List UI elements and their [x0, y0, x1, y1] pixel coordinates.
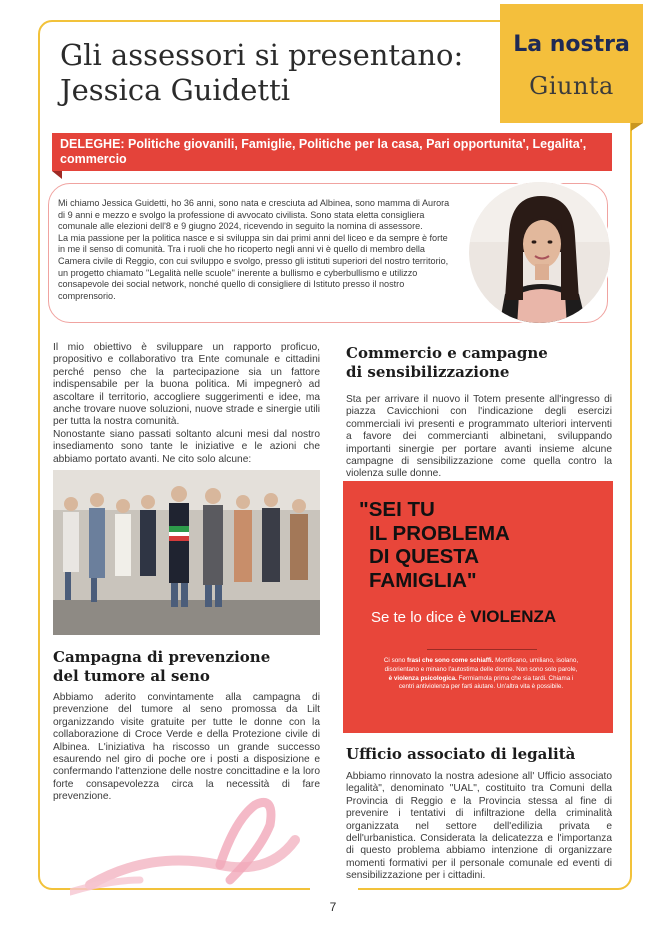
group-photo-illustration — [53, 470, 320, 635]
intro-paragraph-2: Nonostante siano passati soltanto alcuni mesi dal nostro insediamento sono tante le iniziative e le azioni che abbiamo portato avanti. Ne cito solo alcune: — [53, 428, 320, 465]
portrait-illustration — [469, 182, 612, 325]
campaign-small-pre: Ci sono — [383, 657, 406, 664]
campaign-quote-line1: "SEI TU — [359, 498, 435, 521]
campaign-small-text — [383, 657, 579, 692]
bio-paragraph-1: Mi chiamo Jessica Guidetti, ho 36 anni, sono nata e cresciuta ad Albinea, sono mamma di Aurora di 9 anni e mezzo e svolgo la professione di avvocato civilista. Sono stata eletta consigliera comunale alle elezioni dell'8 e 9 giugno 2024, ricevendo in seguito la nomina di assessore. — [58, 198, 450, 232]
campaign-quote-line4: FAMIGLIA" — [369, 568, 477, 592]
campaign-subtitle — [371, 607, 556, 627]
ufficio-text: Abbiamo rinnovato la nostra adesione all' Ufficio associato legalità", denominato "UAL", costituito tra Comuni della Provincia di Reggio e la Provincia stessa al fine di prevenire i tentativi di infiltrazione della criminalità organizzata nel settore dell'edilizia privata e dell'urbanistica. Considerata la delicatezza e l'importanza di questo problema abbiamo intenzione di organizzare momenti formativi per il personale comunale ed eventi di sensibilizzazione per i cittadini. — [346, 771, 612, 882]
campaign-subtitle-prefix: Se te lo dice è — [371, 609, 467, 626]
campaign-poster — [343, 481, 613, 733]
bio-paragraph-2: La mia passione per la politica nasce e si sviluppa sin dai primi anni del liceo e da sempre è forte in me il senso di comunità. Tra i ruoli che ho ricoperto negli anni vi è quello di membro della Camera civile di Reggio, con cui sviluppo e svolgo, presso gli istituti superiori del nostro territorio, un progetto chiamato "Legalità nelle scuole" inerente a bullismo e cyberbullismo e utilizzo consapevole dei social network, nonché quello di consigliere di Istituto presso il nostro comprensorio. — [58, 232, 449, 301]
tumore-heading — [53, 648, 320, 686]
commercio-heading-line1: Commercio e campagne — [346, 344, 548, 362]
deleghe-banner-fold — [52, 171, 62, 179]
group-photo — [53, 470, 320, 635]
campaign-quote-line3: DI QUESTA — [369, 545, 480, 568]
section-tab-fold — [631, 123, 643, 131]
campaign-subtitle-strong: VIOLENZA — [470, 607, 557, 626]
page-number-gap — [310, 884, 358, 896]
tumore-text: Abbiamo aderito convintamente alla campagna di prevenzione del tumore al seno promossa da Lilt organizzando visite gratuite per tutte le donne con la collaborazione di Croce Verde e della Protezione civile di Albinea. L'iniziativa ha riscosso un grande successo esaurendo nel giro di poche ore i posti a disposizione e confermando l'attenzione delle nostre concittadine e la loro forte consapevolezza circa la necessità di fare prevenzione. — [53, 692, 320, 803]
commercio-heading-line2: di sensibilizzazione — [346, 363, 510, 381]
tumore-heading-line1: Campagna di prevenzione — [53, 648, 271, 666]
commercio-text: Sta per arrivare il nuovo il Totem presente all'ingresso di piazza Cavicchioni con l'indicazione degli esercizi commerciali ivi presenti e programmato ulteriori interventi a favore dei commercianti albinetani, sviluppando importanti sinergie per portare avanti insieme alcune campagne di sensibilizzazione come quella contro la violenza sulle donne. — [346, 394, 612, 480]
tumore-heading-line2: del tumore al seno — [53, 667, 210, 685]
ufficio-heading: Ufficio associato di legalità — [346, 745, 576, 763]
campaign-small-mid: Mortificano, umiliano, isolano, disorientano e minano l'autostima delle donne. Non sono solo parole, — [384, 657, 579, 673]
section-tab-title: La nostra — [513, 32, 630, 57]
campaign-quote-line2: IL PROBLEMA — [369, 521, 510, 545]
intro-text — [53, 342, 320, 466]
portrait-photo — [467, 180, 612, 325]
section-tab-subtitle: Giunta — [529, 72, 614, 100]
campaign-small-post: Fermiamola prima che sia tardi. Chiama i centri antiviolenza per farti aiutare. Un'altra vita è possibile. — [398, 674, 574, 691]
campaign-small-bold2: è violenza psicologica. — [388, 674, 457, 682]
campaign-quote — [359, 498, 609, 592]
bio-text — [58, 198, 453, 302]
intro-paragraph-1: Il mio obiettivo è sviluppare un rapporto proficuo, propositivo e collaborativo tra Ente comunale e cittadini perché penso che la partecipazione sia un fattore indispensabile per la buona politica. Mi impegnerò ad ascoltare il territorio, accogliere suggerimenti e idee, ma anche trovare nuove soluzioni, nuove strade e sinergie utili per tutta la nostra comunità. — [53, 342, 320, 428]
page-title-line2: Jessica Guidetti — [60, 73, 291, 107]
campaign-small-bold1: frasi che sono come schiaffi. — [406, 657, 494, 664]
commercio-heading — [346, 344, 616, 382]
section-tab — [500, 4, 643, 123]
campaign-divider — [427, 649, 537, 650]
page-title-line1: Gli assessori si presentano: — [60, 38, 464, 72]
page-number: 7 — [329, 900, 337, 914]
page-title — [60, 38, 490, 108]
deleghe-banner: DELEGHE: Politiche giovanili, Famiglie, Politiche per la casa, Pari opportunita', Legalita', commercio — [52, 133, 612, 171]
pink-ribbon-icon — [70, 780, 310, 900]
